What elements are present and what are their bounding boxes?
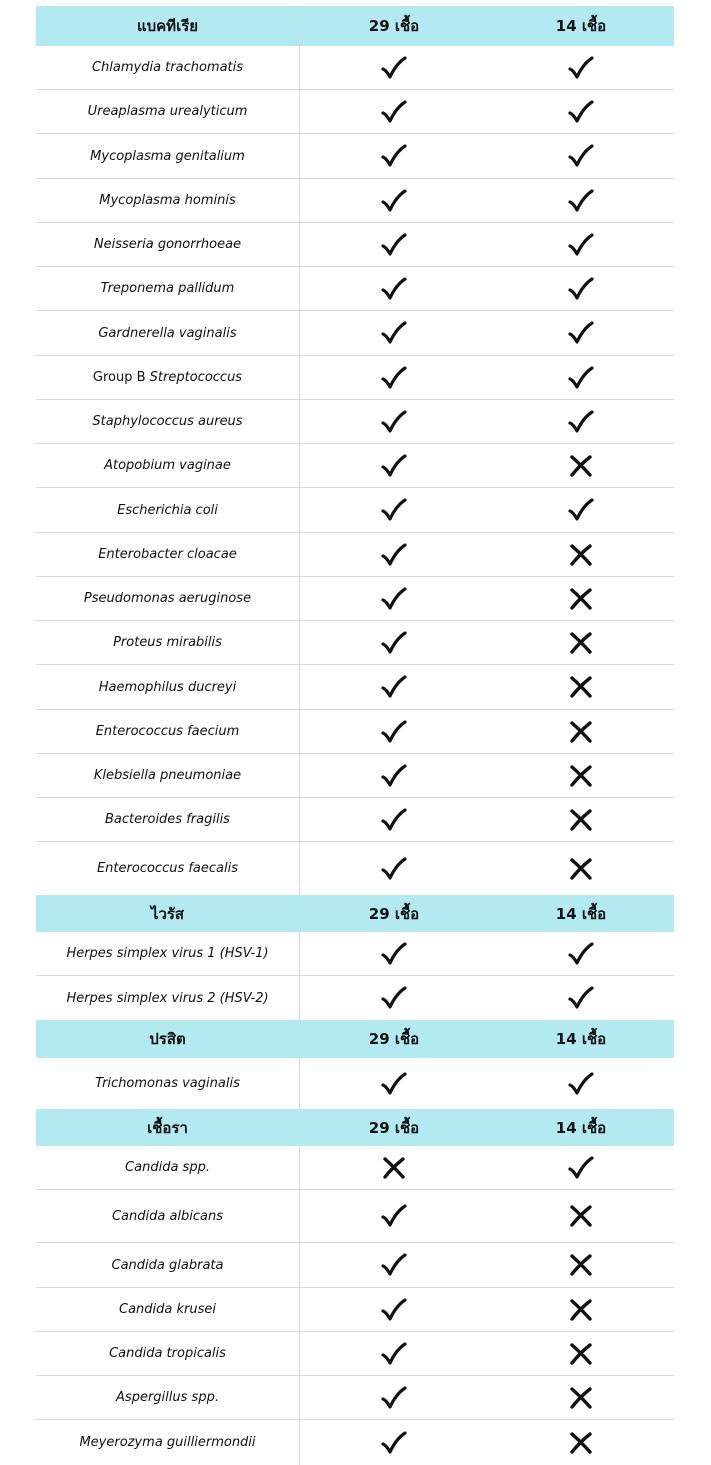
column-header-29: 29 เชื้อ: [368, 1030, 420, 1048]
panel-29-result: [300, 134, 488, 178]
section-title: แบคทีเรีย: [36, 6, 300, 46]
check-icon: [566, 407, 596, 437]
panel-29-result: [300, 798, 488, 841]
organism-name: Candida spp.: [36, 1146, 300, 1189]
column-header-14: 14 เชื้อ: [555, 1118, 607, 1137]
check-icon: [566, 53, 596, 83]
column-header-29: 29 เชื้อ: [368, 17, 420, 35]
panel-14-result: [488, 1288, 674, 1331]
check-icon: [379, 717, 409, 747]
table-row: [36, 1058, 674, 1109]
panel-29-result: [300, 90, 488, 133]
panel-29-result: [300, 577, 488, 620]
check-icon: [379, 318, 409, 348]
check-icon: [379, 939, 409, 969]
panel-29-result: [300, 1243, 488, 1287]
table-row: [36, 665, 674, 710]
cross-icon: [566, 584, 596, 614]
organism-name: Herpes simplex virus 1 (HSV-1): [36, 932, 300, 975]
check-icon: [379, 495, 409, 525]
check-icon: [379, 1250, 409, 1280]
check-icon: [379, 274, 409, 304]
check-icon: [379, 1339, 409, 1369]
panel-14-result: [488, 1146, 674, 1189]
organism-name: Herpes simplex virus 2 (HSV-2): [36, 976, 300, 1020]
panel-14-result: [488, 842, 674, 895]
section-header: [36, 6, 674, 46]
table-row: [36, 842, 674, 895]
organism-name: Candida glabrata: [36, 1243, 300, 1287]
organism-name: Staphylococcus aureus: [36, 400, 300, 443]
organism-name: Neisseria gonorrhoeae: [36, 223, 300, 266]
table-row: [36, 356, 674, 400]
organism-genus: Streptococcus: [149, 370, 243, 385]
check-icon: [379, 407, 409, 437]
section-title: เชื้อรา: [36, 1109, 300, 1146]
panel-29-result: [300, 46, 488, 89]
organism-name: [36, 356, 300, 399]
cross-icon: [566, 717, 596, 747]
panel-14-result: [488, 798, 674, 841]
check-icon: [379, 540, 409, 570]
check-icon: [379, 1201, 409, 1231]
panel-14-result: [488, 1243, 674, 1287]
organism-name: Atopobium vaginae: [36, 444, 300, 487]
panel-29-result: [300, 932, 488, 975]
organism-name: Proteus mirabilis: [36, 621, 300, 664]
panel-14-result: [488, 46, 674, 89]
check-icon: [566, 274, 596, 304]
cross-icon: [566, 1339, 596, 1369]
cross-icon: [566, 854, 596, 884]
check-icon: [566, 97, 596, 127]
table-row: [36, 621, 674, 665]
cross-icon: [566, 672, 596, 702]
cross-icon: [566, 1383, 596, 1413]
table-row: [36, 1332, 674, 1376]
table-row: [36, 976, 674, 1020]
panel-29-result: [300, 1146, 488, 1189]
table-row: [36, 90, 674, 134]
panel-29-result: [300, 1376, 488, 1419]
panel-29-result: [300, 311, 488, 355]
panel-29-result: [300, 1288, 488, 1331]
check-icon: [379, 983, 409, 1013]
panel-29-result: [300, 1332, 488, 1375]
cross-icon: [566, 451, 596, 481]
organism-name: Chlamydia trachomatis: [36, 46, 300, 89]
check-icon: [379, 584, 409, 614]
check-icon: [379, 805, 409, 835]
panel-14-result: [488, 356, 674, 399]
organism-name: Haemophilus ducreyi: [36, 665, 300, 709]
organism-name: Bacteroides fragilis: [36, 798, 300, 841]
check-icon: [379, 451, 409, 481]
organism-name: Enterobacter cloacae: [36, 533, 300, 576]
panel-14-result: [488, 1420, 674, 1465]
panel-14-result: [488, 710, 674, 753]
panel-29-result: [300, 710, 488, 753]
check-icon: [566, 141, 596, 171]
table-row: [36, 223, 674, 267]
organism-name: Klebsiella pneumoniae: [36, 754, 300, 797]
cross-icon: [566, 805, 596, 835]
panel-14-result: [488, 665, 674, 709]
cross-icon: [566, 628, 596, 658]
check-icon: [566, 939, 596, 969]
panel-14-result: [488, 90, 674, 133]
table-row: [36, 267, 674, 311]
check-icon: [379, 186, 409, 216]
panel-14-result: [488, 267, 674, 310]
check-icon: [566, 495, 596, 525]
panel-14-result: [488, 311, 674, 355]
panel-14-result: [488, 488, 674, 532]
section-header: [36, 1020, 674, 1058]
table-row: [36, 1190, 674, 1243]
check-icon: [566, 363, 596, 393]
table-row: [36, 400, 674, 444]
check-icon: [379, 628, 409, 658]
cross-icon: [566, 1428, 596, 1458]
organism-name: Candida tropicalis: [36, 1332, 300, 1375]
section-header: [36, 895, 674, 932]
panel-14-result: [488, 444, 674, 487]
organism-name: Treponema pallidum: [36, 267, 300, 310]
organism-name: Trichomonas vaginalis: [36, 1058, 300, 1109]
table-row: [36, 1288, 674, 1332]
panel-29-result: [300, 444, 488, 487]
column-header-14: 14 เชื้อ: [555, 1030, 607, 1048]
table-row: [36, 134, 674, 179]
column-header-29: 29 เชื้อ: [368, 904, 420, 923]
panel-14-result: [488, 223, 674, 266]
cross-icon: [566, 1295, 596, 1325]
table-row: [36, 577, 674, 621]
organism-name: Ureaplasma urealyticum: [36, 90, 300, 133]
panel-29-result: [300, 1058, 488, 1109]
cross-icon: [566, 540, 596, 570]
organism-name: Pseudomonas aeruginose: [36, 577, 300, 620]
table-row: [36, 1146, 674, 1190]
table-row: [36, 1243, 674, 1288]
cross-icon: [566, 761, 596, 791]
panel-14-result: [488, 621, 674, 664]
panel-29-result: [300, 976, 488, 1020]
check-icon: [379, 1069, 409, 1099]
check-icon: [379, 1383, 409, 1413]
panel-14-result: [488, 1058, 674, 1109]
table-row: [36, 46, 674, 90]
organism-name: Escherichia coli: [36, 488, 300, 532]
organism-table: [36, 6, 674, 1465]
panel-29-result: [300, 1420, 488, 1465]
check-icon: [379, 141, 409, 171]
panel-29-result: [300, 754, 488, 797]
table-row: [36, 1420, 674, 1465]
column-header-14: 14 เชื้อ: [555, 17, 607, 35]
table-row: [36, 444, 674, 488]
panel-14-result: [488, 932, 674, 975]
panel-29-result: [300, 621, 488, 664]
table-row: [36, 311, 674, 356]
check-icon: [566, 318, 596, 348]
organism-name: Enterococcus faecium: [36, 710, 300, 753]
check-icon: [566, 186, 596, 216]
panel-29-result: [300, 223, 488, 266]
panel-29-result: [300, 179, 488, 222]
organism-prefix: Group B: [92, 370, 150, 385]
table-row: [36, 1376, 674, 1420]
check-icon: [566, 983, 596, 1013]
section-header: [36, 1109, 674, 1146]
organism-name: Mycoplasma hominis: [36, 179, 300, 222]
panel-29-result: [300, 665, 488, 709]
panel-29-result: [300, 400, 488, 443]
section-title: ไวรัส: [36, 895, 300, 932]
panel-14-result: [488, 976, 674, 1020]
table-row: [36, 710, 674, 754]
panel-14-result: [488, 134, 674, 178]
panel-14-result: [488, 400, 674, 443]
check-icon: [566, 230, 596, 260]
column-header-14: 14 เชื้อ: [555, 904, 607, 923]
panel-29-result: [300, 842, 488, 895]
panel-14-result: [488, 1376, 674, 1419]
cross-icon: [566, 1250, 596, 1280]
panel-29-result: [300, 533, 488, 576]
panel-14-result: [488, 1332, 674, 1375]
organism-name: Gardnerella vaginalis: [36, 311, 300, 355]
panel-14-result: [488, 533, 674, 576]
check-icon: [379, 53, 409, 83]
panel-29-result: [300, 1190, 488, 1242]
panel-14-result: [488, 754, 674, 797]
table-row: [36, 179, 674, 223]
check-icon: [379, 854, 409, 884]
cross-icon: [566, 1201, 596, 1231]
table-row: [36, 488, 674, 533]
panel-29-result: [300, 356, 488, 399]
table-row: [36, 754, 674, 798]
check-icon: [379, 1428, 409, 1458]
panel-29-result: [300, 267, 488, 310]
organism-name: Candida albicans: [36, 1190, 300, 1242]
organism-name: Enterococcus faecalis: [36, 842, 300, 895]
organism-name: Aspergillus spp.: [36, 1376, 300, 1419]
check-icon: [566, 1153, 596, 1183]
table-row: [36, 932, 674, 976]
table-row: [36, 798, 674, 842]
table-row: [36, 533, 674, 577]
section-title: ปรสิต: [36, 1020, 300, 1058]
check-icon: [379, 761, 409, 791]
panel-14-result: [488, 179, 674, 222]
check-icon: [379, 672, 409, 702]
check-icon: [379, 230, 409, 260]
cross-icon: [379, 1153, 409, 1183]
organism-name: Mycoplasma genitalium: [36, 134, 300, 178]
column-header-29: 29 เชื้อ: [368, 1118, 420, 1137]
check-icon: [379, 97, 409, 127]
panel-14-result: [488, 577, 674, 620]
organism-name: Meyerozyma guilliermondii: [36, 1420, 300, 1465]
check-icon: [379, 1295, 409, 1325]
check-icon: [379, 363, 409, 393]
organism-name: Candida krusei: [36, 1288, 300, 1331]
check-icon: [566, 1069, 596, 1099]
panel-29-result: [300, 488, 488, 532]
panel-14-result: [488, 1190, 674, 1242]
